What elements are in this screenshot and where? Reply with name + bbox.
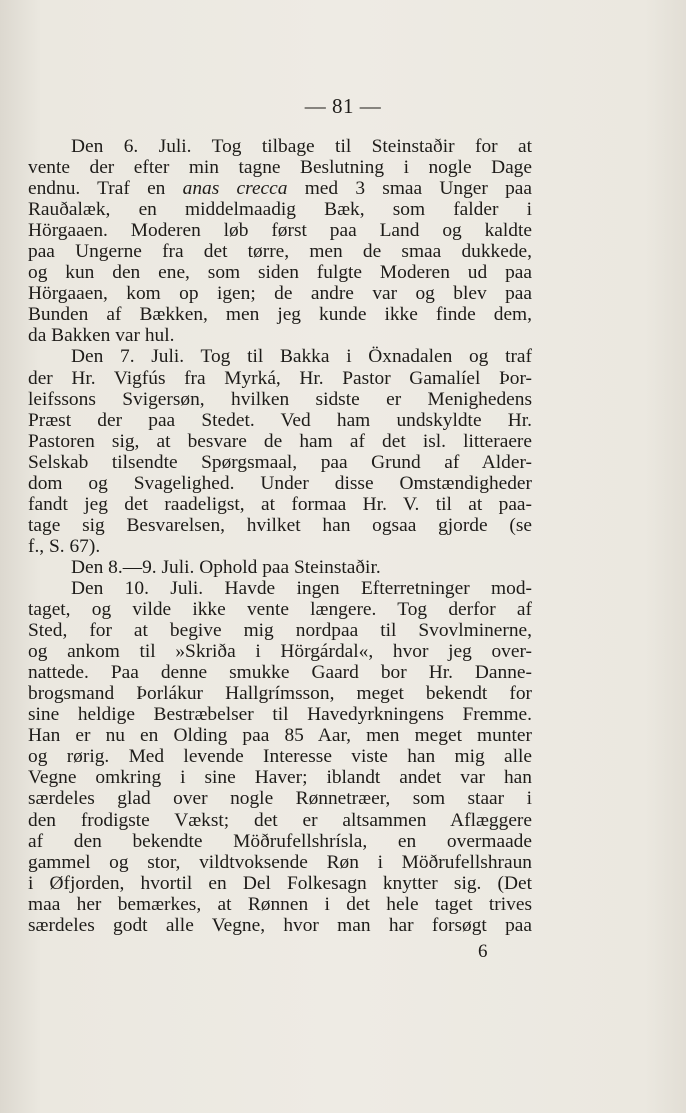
text-line: Den 8.—9. Juli. Ophold paa Steinstaðir. (71, 556, 381, 578)
text-line: gammel og stor, vildtvoksende Røn i Möðrufellshraun (28, 851, 532, 873)
text-line: Den 7. Juli. Tog til Bakka i Öxnadalen og traf (71, 346, 532, 368)
text-line: dom og Svagelighed. Under disse Omstændigheder (28, 472, 532, 494)
text-line: f., S. 67). (28, 535, 101, 557)
text-line: nattede. Paa denne smukke Gaard bor Hr. Danne- (28, 662, 532, 684)
text-line: sine heldige Bestræbelser til Havedyrkningens Fremme. (28, 704, 532, 726)
text-line: og kun den ene, som siden fulgte Moderen ud paa (28, 262, 532, 284)
text-line: maa her bemærkes, at Rønnen i det hele taget trives (28, 893, 532, 915)
text-run: med 3 smaa Unger paa (287, 178, 532, 200)
text-line: den frodigste Vækst; det er altsammen Aflæggere (28, 809, 532, 831)
text-line: i Øfjorden, hvortil en Del Folkesagn knytter sig. (Det (28, 872, 532, 894)
text-line: vente der efter min tagne Beslutning i nogle Dage (28, 157, 532, 179)
text-line: Rauðalæk, en middelmaadig Bæk, som falder i (28, 199, 532, 221)
text-line: paa Ungerne fra det tørre, men de smaa dukkede, (28, 241, 532, 263)
text-line: Hörgaaen. Moderen løb først paa Land og kaldte (28, 220, 532, 242)
text-line: og rørig. Med levende Interesse viste han mig alle (28, 746, 532, 768)
text-line: Selskab tilsendte Spørgsmaal, paa Grund af Alder- (28, 451, 532, 473)
text-line: af den bekendte Möðrufellshrísla, en overmaade (28, 830, 532, 852)
text-line: taget, og vilde ikke vente længere. Tog derfor af (28, 599, 532, 621)
text-line: Pastoren sig, at besvare de ham af det isl. litteraere (28, 430, 532, 452)
text-line: tage sig Besvarelsen, hvilket han ogsaa gjorde (se (28, 514, 532, 536)
text-line: Sted, for at begive mig nordpaa til Svovlminerne, (28, 620, 532, 642)
text-line: Den 6. Juli. Tog tilbage til Steinstaðir for at (71, 136, 532, 157)
text-line: der Hr. Vigfús fra Myrká, Hr. Pastor Gamalíel Þor- (28, 367, 532, 389)
text-line: leifssons Svigersøn, hvilken sidste er Menighedens (28, 388, 532, 410)
text-line: Præst der paa Stedet. Ved ham undskyldte Hr. (28, 409, 532, 431)
text-line: Vegne omkring i sine Haver; iblandt andet var han (28, 767, 532, 789)
body-text (28, 136, 532, 936)
species-name-italic: anas crecca (182, 178, 288, 200)
text-line: fandt jeg det raadeligst, at formaa Hr. V. til at paa- (28, 493, 532, 515)
text-line (28, 178, 532, 199)
text-line: brogsmand Þorlákur Hallgrímsson, meget bekendt for (28, 683, 532, 705)
text-line: Han er nu en Olding paa 85 Aar, men meget munter (28, 725, 532, 747)
page-number-header: — 81 — (304, 94, 382, 118)
text-line: Bunden af Bækken, men jeg kunde ikke finde dem, (28, 304, 532, 326)
text-run: endnu. Traf en (28, 178, 183, 200)
text-line: særdeles godt alle Vegne, hvor man har forsøgt paa (28, 914, 532, 936)
text-line: Den 10. Juli. Havde ingen Efterretninger mod- (71, 577, 532, 599)
text-line: da Bakken var hul. (28, 325, 175, 347)
text-line: og ankom til »Skriða i Hörgárdal«, hvor jeg over- (28, 641, 532, 663)
signature-mark: 6 (478, 941, 488, 962)
text-line: særdeles glad over nogle Rønnetræer, som staar i (28, 788, 532, 810)
text-line: Hörgaaen, kom op igen; de andre var og blev paa (28, 283, 532, 305)
